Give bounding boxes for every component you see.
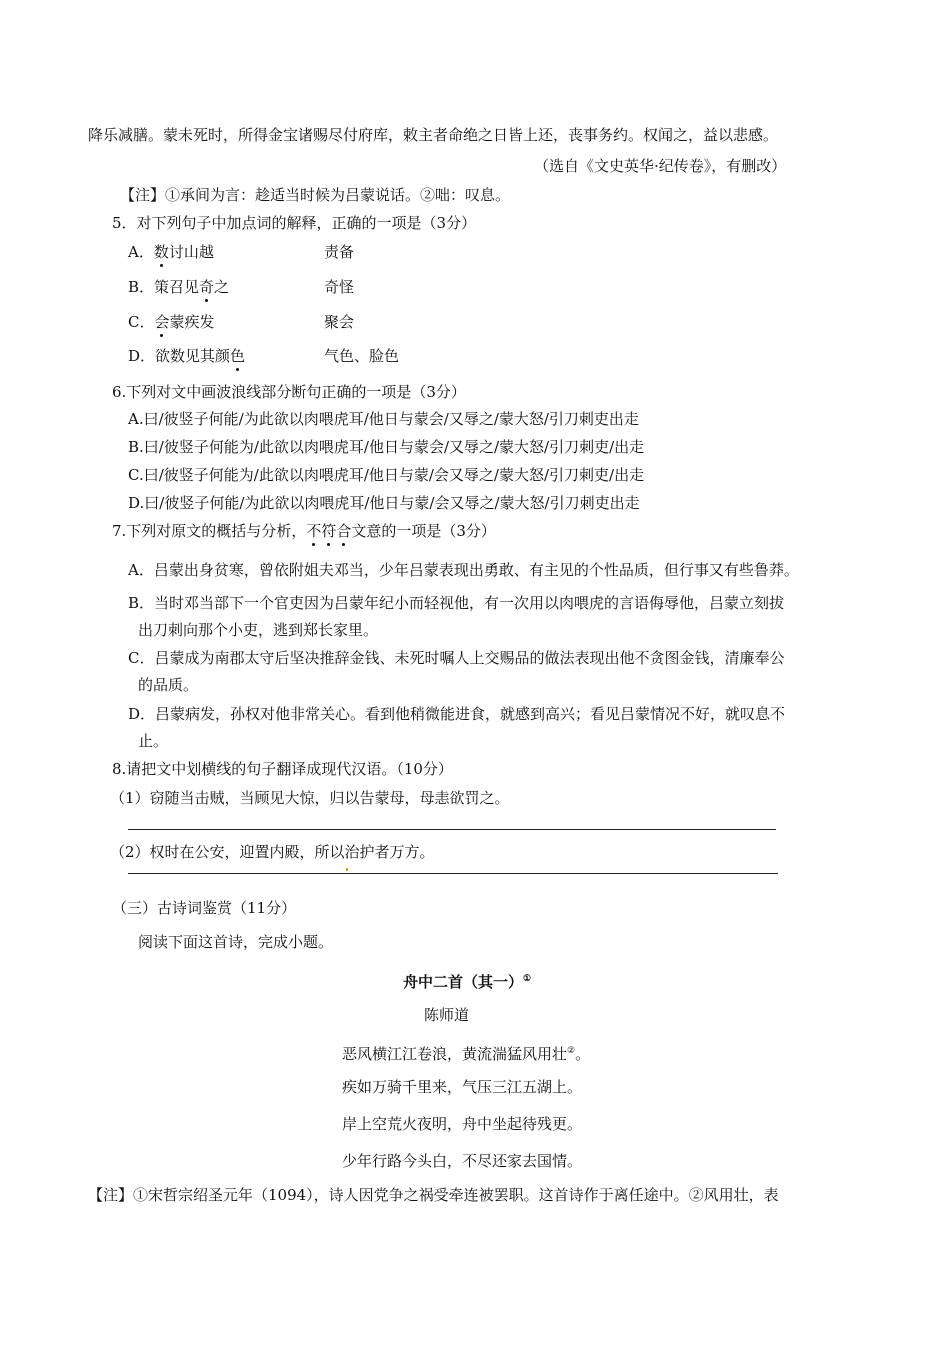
q7-option-b-cont: 出刀刺向那个小吏，逃到郑长家里。 bbox=[138, 621, 379, 639]
answer-line-1[interactable] bbox=[128, 829, 776, 830]
poem-line-2: 疾如万骑千里来，气压三江五湖上。 bbox=[342, 1078, 583, 1096]
q5-option-d-meaning: 气色、脸色 bbox=[324, 347, 400, 365]
dotted-word: 奇 bbox=[199, 278, 215, 296]
q8-sentence-2: （2）权时在公安，迎置内殿，所以治护者万方。 bbox=[110, 843, 435, 861]
dotted-word: 符 bbox=[321, 522, 337, 540]
q5-option-c[interactable] bbox=[128, 311, 215, 333]
ink-mark bbox=[346, 868, 348, 871]
poem-line-3: 岸上空荒火夜明，舟中坐起待残更。 bbox=[342, 1115, 583, 1133]
footnote-mark: ② bbox=[567, 1046, 576, 1056]
option-text: 之 bbox=[214, 278, 230, 296]
q6-option-c[interactable]: C.曰/彼竖子何能为/此欲以肉喂虎耳/他日与蒙/会又辱之/蒙大怒/引刀刺吏/出走 bbox=[128, 466, 645, 484]
q5-option-b-meaning: 奇怪 bbox=[324, 278, 355, 296]
q5-option-d[interactable] bbox=[128, 345, 245, 367]
option-text: 讨山越 bbox=[168, 243, 214, 261]
passage-note: 【注】①承间为言：趁适当时候为吕蒙说话。②咄：叹息。 bbox=[120, 186, 511, 204]
passage-line: 降乐减膳。蒙未死时，所得金宝诸赐尽付府库，敕主者命绝之日皆上还，丧事务约。权闻之，益以悲感。 bbox=[88, 126, 779, 144]
q6-option-b[interactable]: B.曰/彼竖子何能为/此欲以肉喂虎耳/他日与蒙会/又辱之/蒙大怒/引刀刺吏/出走 bbox=[128, 438, 645, 456]
dotted-word: 数 bbox=[153, 243, 169, 261]
option-prefix: A． bbox=[128, 243, 154, 261]
q6-option-a[interactable]: A.曰/彼竖子何能/为此欲以肉喂虎耳/他日与蒙会/又辱之/蒙大怒/引刀刺吏出走 bbox=[128, 410, 639, 428]
q7-option-c[interactable]: C．吕蒙成为南郡太守后坚决推辞金钱、未死时嘱人上交赐品的做法表现出他不贪图金钱，清廉奉公 bbox=[128, 649, 785, 667]
q7-option-a[interactable]: A．吕蒙出身贫寒，曾依附姐夫邓当，少年吕蒙表现出勇敢、有主见的个性品质，但行事又有些鲁莽。 bbox=[128, 561, 799, 579]
q5-option-b[interactable] bbox=[128, 276, 229, 298]
poem-note: 【注】①宋哲宗绍圣元年（1094），诗人因党争之祸受牵连被罢职。这首诗作于离任途中。②风用壮，表 bbox=[88, 1186, 779, 1204]
q7-option-b[interactable]: B．当时邓当部下一个官吏因为吕蒙年纪小而轻视他，有一次用以肉喂虎的言语侮辱他，吕蒙立刻拔 bbox=[128, 594, 785, 612]
q7-option-c-cont: 的品质。 bbox=[138, 676, 199, 694]
q5-stem: 5．对下列句子中加点词的解释，正确的一项是（3分） bbox=[112, 214, 477, 232]
q5-option-c-meaning: 聚会 bbox=[324, 313, 355, 331]
q5-option-a[interactable] bbox=[128, 241, 214, 263]
q8-sentence-1: （1）窃随当击贼，当顾见大惊，归以告蒙母，母恚欲罚之。 bbox=[110, 789, 510, 807]
q7-stem: 7.下列对原文的概括与分析，不符合文意的一项是（3分） bbox=[112, 522, 496, 540]
section-heading: （三）古诗词鉴赏（11分） bbox=[112, 899, 297, 917]
poem-title: 舟中二首（其一）① bbox=[403, 973, 532, 991]
dotted-word: 会 bbox=[154, 313, 170, 331]
poem-author: 陈师道 bbox=[424, 1006, 470, 1024]
dotted-word: 合 bbox=[336, 522, 352, 540]
section-instruction: 阅读下面这首诗，完成小题。 bbox=[138, 933, 334, 951]
option-prefix: D．欲数见其颜 bbox=[128, 347, 231, 365]
answer-line-2[interactable] bbox=[128, 873, 778, 874]
option-prefix: B．策召见 bbox=[128, 278, 200, 296]
q7-option-d-cont: 止。 bbox=[138, 732, 169, 750]
passage-source: （选自《文史英华·纪传卷》，有删改） bbox=[534, 157, 787, 175]
option-prefix: C． bbox=[128, 313, 155, 331]
q6-option-d[interactable]: D.曰/彼竖子何能/为此欲以肉喂虎耳/他日与蒙/会又辱之/蒙大怒/引刀刺吏出走 bbox=[128, 494, 640, 512]
q7-option-d[interactable]: D．吕蒙病发，孙权对他非常关心。看到他稍微能进食，就感到高兴；看见吕蒙情况不好，就叹息不 bbox=[128, 705, 786, 723]
q8-stem: 8.请把文中划横线的句子翻译成现代汉语。（10分） bbox=[112, 760, 453, 778]
footnote-mark: ① bbox=[523, 974, 532, 984]
dotted-word: 不 bbox=[306, 522, 322, 540]
q5-option-a-meaning: 责备 bbox=[324, 243, 355, 261]
poem-line-4: 少年行路今头白，不尽还家去国情。 bbox=[342, 1152, 583, 1170]
dotted-word: 色 bbox=[230, 347, 246, 365]
q6-stem: 6.下列对文中画波浪线部分断句正确的一项是（3分） bbox=[112, 383, 466, 401]
option-text: 蒙疾发 bbox=[169, 313, 215, 331]
poem-line-1: 恶风横江江卷浪，黄流湍猛风用壮②。 bbox=[342, 1045, 591, 1063]
